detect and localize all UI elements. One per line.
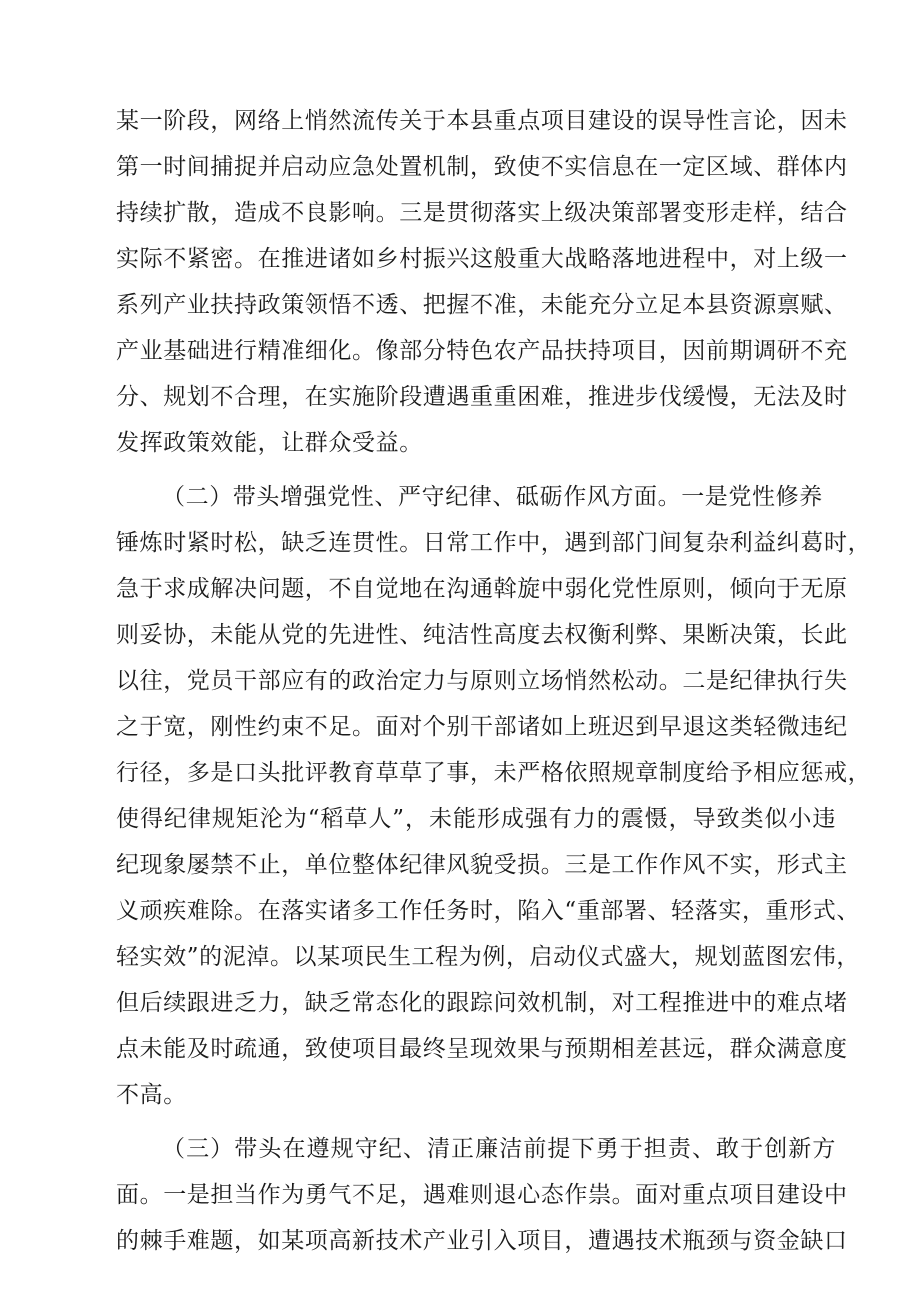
text-line: 则妥协，未能从党的先进性、纯洁性高度去权衡利弊、果断决策，长此: [116, 622, 848, 648]
text-line: 发挥政策效能，让群众受益。: [116, 430, 423, 456]
text-line: 急于求成解决问题，不自觉地在沟通斡旋中弱化党性原则，倾向于无原: [116, 576, 848, 602]
text-line: 以往，党员干部应有的政治定力与原则立场悄然松动。二是纪律执行失: [116, 668, 848, 694]
text-line: 之于宽，刚性约束不足。面对个别干部诸如上班迟到早退这类轻微违纪: [116, 714, 848, 740]
text-line: 不高。: [116, 1082, 187, 1108]
text-line: 产业基础进行精准细化。像部分特色农产品扶持项目，因前期调研不充: [116, 338, 848, 364]
text-line: 第一时间捕捉并启动应急处置机制，致使不实信息在一定区域、群体内: [116, 154, 848, 180]
text-line: 轻实效”的泥淖。以某项民生工程为例，启动仪式盛大，规划蓝图宏伟，: [116, 944, 860, 970]
text-line: （二）带头增强党性、严守纪律、砥砺作风方面。一是党性修养: [162, 484, 823, 510]
text-line: 但后续跟进乏力，缺乏常态化的跟踪问效机制，对工程推进中的难点堵: [116, 990, 848, 1016]
text-line: 持续扩散，造成不良影响。三是贯彻落实上级决策部署变形走样，结合: [116, 200, 848, 226]
text-line: 义顽疾难除。在落实诸多工作任务时，陷入“重部署、轻落实，重形式、: [116, 898, 860, 924]
text-line: 锤炼时紧时松，缺乏连贯性。日常工作中，遇到部门间复杂利益纠葛时，: [116, 530, 872, 556]
text-line: 使得纪律规矩沦为“稻草人”，未能形成强有力的震慑，导致类似小违: [116, 806, 836, 832]
text-line: 某一阶段，网络上悄然流传关于本县重点项目建设的误导性言论，因未: [116, 108, 848, 134]
text-line: 行径，多是口头批评教育草草了事，未严格依照规章制度给予相应惩戒，: [116, 760, 872, 786]
text-line: 点未能及时疏通，致使项目最终呈现效果与预期相差甚远，群众满意度: [116, 1036, 848, 1062]
text-line: 分、规划不合理，在实施阶段遭遇重重困难，推进步伐缓慢，无法及时: [116, 384, 848, 410]
text-line: 实际不紧密。在推进诸如乡村振兴这般重大战略落地进程中，对上级一: [116, 246, 848, 272]
text-line: （三）带头在遵规守纪、清正廉洁前提下勇于担责、敢于创新方: [162, 1136, 836, 1162]
text-line: 系列产业扶持政策领悟不透、把握不准，未能充分立足本县资源禀赋、: [116, 292, 848, 318]
text-line: 的棘手难题，如某项高新技术产业引入项目，遭遇技术瓶颈与资金缺口: [116, 1228, 848, 1254]
text-line: 面。一是担当作为勇气不足，遇难则退心态作祟。面对重点项目建设中: [116, 1182, 848, 1208]
text-line: 纪现象屡禁不止，单位整体纪律风貌受损。三是工作作风不实，形式主: [116, 852, 848, 878]
